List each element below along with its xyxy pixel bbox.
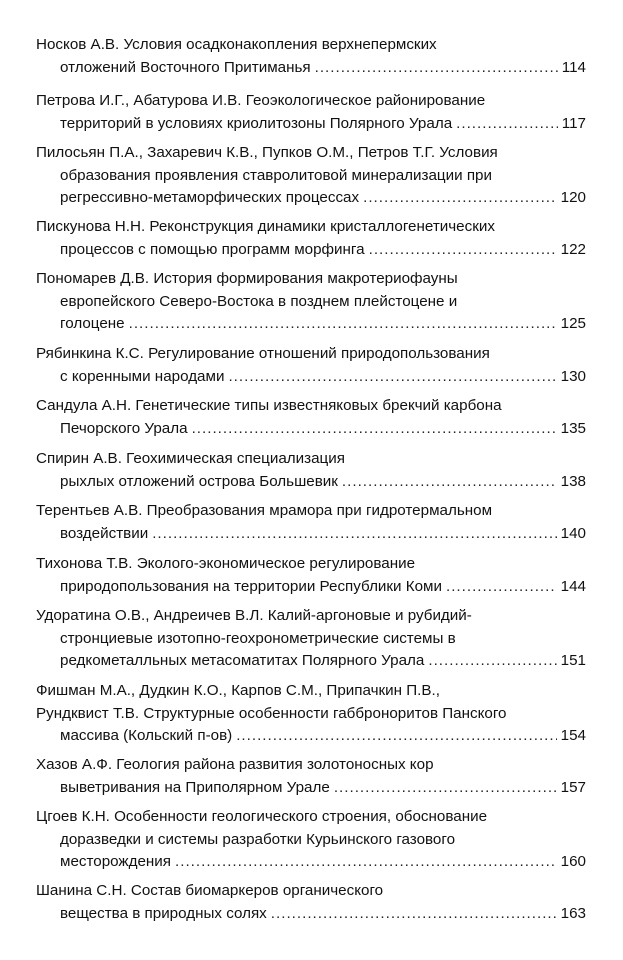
- dot-leader: [228, 366, 556, 389]
- entry-line: Цгоев К.Н. Особенности геологического строения, обоснование: [36, 808, 488, 825]
- dot-leader: [271, 903, 557, 926]
- entry-line: Рундквист Т.В. Структурные особенности габброноритов Панского: [36, 704, 507, 722]
- page-number: 114: [561, 58, 586, 76]
- toc-entry: [36, 605, 586, 673]
- entry-line: Сандула А.Н. Генетические типы известняковых брекчий карбона: [36, 397, 502, 414]
- entry-last-line: [36, 576, 586, 599]
- dot-leader: [342, 471, 557, 494]
- toc-entry: [36, 268, 586, 336]
- entry-line: месторождения: [60, 853, 171, 870]
- page-number: 163: [560, 904, 586, 922]
- entry-line: с коренными народами: [60, 367, 225, 385]
- entry-last-line: [36, 903, 586, 926]
- toc-entry: [36, 395, 586, 440]
- entry-line: отложений Восточного Притиманья: [60, 58, 311, 76]
- entry-line: голоцене: [60, 315, 125, 332]
- entry-line: массива (Кольский п-ов): [60, 727, 233, 744]
- page-number: 138: [560, 472, 586, 490]
- dot-leader: [175, 851, 557, 874]
- toc-entry: [36, 553, 586, 598]
- entry-last-line: [36, 650, 586, 673]
- entry-line: Тихонова Т.В. Эколого-экономическое регулирование: [36, 555, 416, 572]
- entry-last-line: [36, 239, 586, 262]
- dot-leader: [192, 418, 557, 441]
- page-number: 120: [560, 189, 586, 206]
- page-number: 117: [561, 114, 586, 132]
- entry-last-line: [36, 777, 586, 800]
- page-number: 125: [560, 315, 586, 332]
- entry-line: Хазов А.Ф. Геология района развития золотоносных кор: [36, 756, 434, 773]
- entry-line: стронциевые изотопно-геохронометрические системы в: [60, 629, 456, 647]
- page-number: 157: [560, 778, 586, 796]
- entry-line: редкометалльных метасоматитах Полярного Урала: [60, 652, 425, 669]
- entry-line: природопользования на территории Республики Коми: [60, 577, 442, 595]
- toc-entry: [36, 142, 586, 210]
- toc-entry: [36, 90, 586, 135]
- entry-last-line: [36, 851, 586, 874]
- toc-entry: [36, 680, 586, 748]
- entry-line: Фишман М.А., Дудкин К.О., Карпов С.М., Припачкин П.В.,: [36, 682, 440, 699]
- page-number: 144: [560, 577, 586, 595]
- dot-leader: [152, 523, 556, 546]
- toc-entry: [36, 343, 586, 388]
- page-number: 130: [560, 367, 586, 385]
- entry-last-line: [36, 113, 586, 136]
- entry-last-line: [36, 366, 586, 389]
- entry-last-line: [36, 523, 586, 546]
- entry-line: процессов с помощью программ морфинга: [60, 240, 365, 258]
- toc-entry: [36, 34, 586, 79]
- entry-line: Шанина С.Н. Состав биомаркеров органического: [36, 882, 384, 899]
- entry-line: Спирин А.В. Геохимическая специализация: [36, 450, 345, 467]
- dot-leader: [129, 313, 557, 336]
- entry-line: регрессивно-метаморфических процессах: [60, 189, 360, 206]
- entry-line: вещества в природных солях: [60, 904, 267, 922]
- page-number: 135: [560, 419, 586, 437]
- entry-line: рыхлых отложений острова Большевик: [60, 472, 338, 490]
- entry-line: европейского Северо-Востока в позднем плейстоцене и: [60, 292, 458, 310]
- page-number: 160: [560, 853, 586, 870]
- entry-line: Пилосьян П.А., Захаревич К.В., Пупков О.М., Петров Т.Г. Условия: [36, 144, 498, 161]
- page-number: 122: [560, 240, 586, 258]
- dot-leader: [334, 777, 557, 800]
- entry-line: Пискунова Н.Н. Реконструкция динамики кристаллогенетических: [36, 218, 495, 235]
- entry-line: Печорского Урала: [60, 419, 188, 437]
- entry-line: Петрова И.Г., Абатурова И.В. Геоэкологическое районирование: [36, 92, 486, 109]
- entry-line: образования проявления ставролитовой минерализации при: [60, 166, 492, 184]
- entry-line: Терентьев А.В. Преобразования мрамора при гидротермальном: [36, 502, 493, 519]
- entry-last-line: [36, 313, 586, 336]
- entry-line: доразведки и системы разработки Курьинского газового: [60, 830, 456, 848]
- dot-leader: [363, 187, 557, 210]
- entry-last-line: [36, 471, 586, 494]
- entry-line: воздействии: [60, 524, 149, 542]
- toc-entry: [36, 448, 586, 493]
- entry-line: Удоратина О.В., Андреичев В.Л. Калий-аргоновые и рубидий-: [36, 607, 472, 624]
- entry-last-line: [36, 725, 586, 748]
- entry-line: Пономарев Д.В. История формирования макротериофауны: [36, 270, 458, 287]
- dot-leader: [315, 57, 558, 80]
- entry-last-line: [36, 57, 586, 80]
- dot-leader: [236, 725, 556, 748]
- dot-leader: [428, 650, 556, 673]
- toc-entry: [36, 216, 586, 261]
- entry-line: выветривания на Приполярном Урале: [60, 778, 330, 796]
- page-number: 151: [560, 652, 586, 669]
- toc-entry: [36, 754, 586, 799]
- dot-leader: [456, 113, 558, 136]
- entry-last-line: [36, 418, 586, 441]
- entry-line: территорий в условиях криолитозоны Полярного Урала: [60, 114, 453, 132]
- toc-entry: [36, 500, 586, 545]
- dot-leader: [446, 576, 557, 599]
- dot-leader: [369, 239, 557, 262]
- page-number: 140: [560, 524, 586, 542]
- entry-last-line: [36, 187, 586, 210]
- toc-entry: [36, 806, 586, 874]
- page-number: 154: [560, 727, 586, 744]
- toc-entry: [36, 880, 586, 925]
- entry-line: Носков А.В. Условия осадконакопления верхнепермских: [36, 36, 437, 53]
- entry-line: Рябинкина К.С. Регулирование отношений природопользования: [36, 345, 490, 362]
